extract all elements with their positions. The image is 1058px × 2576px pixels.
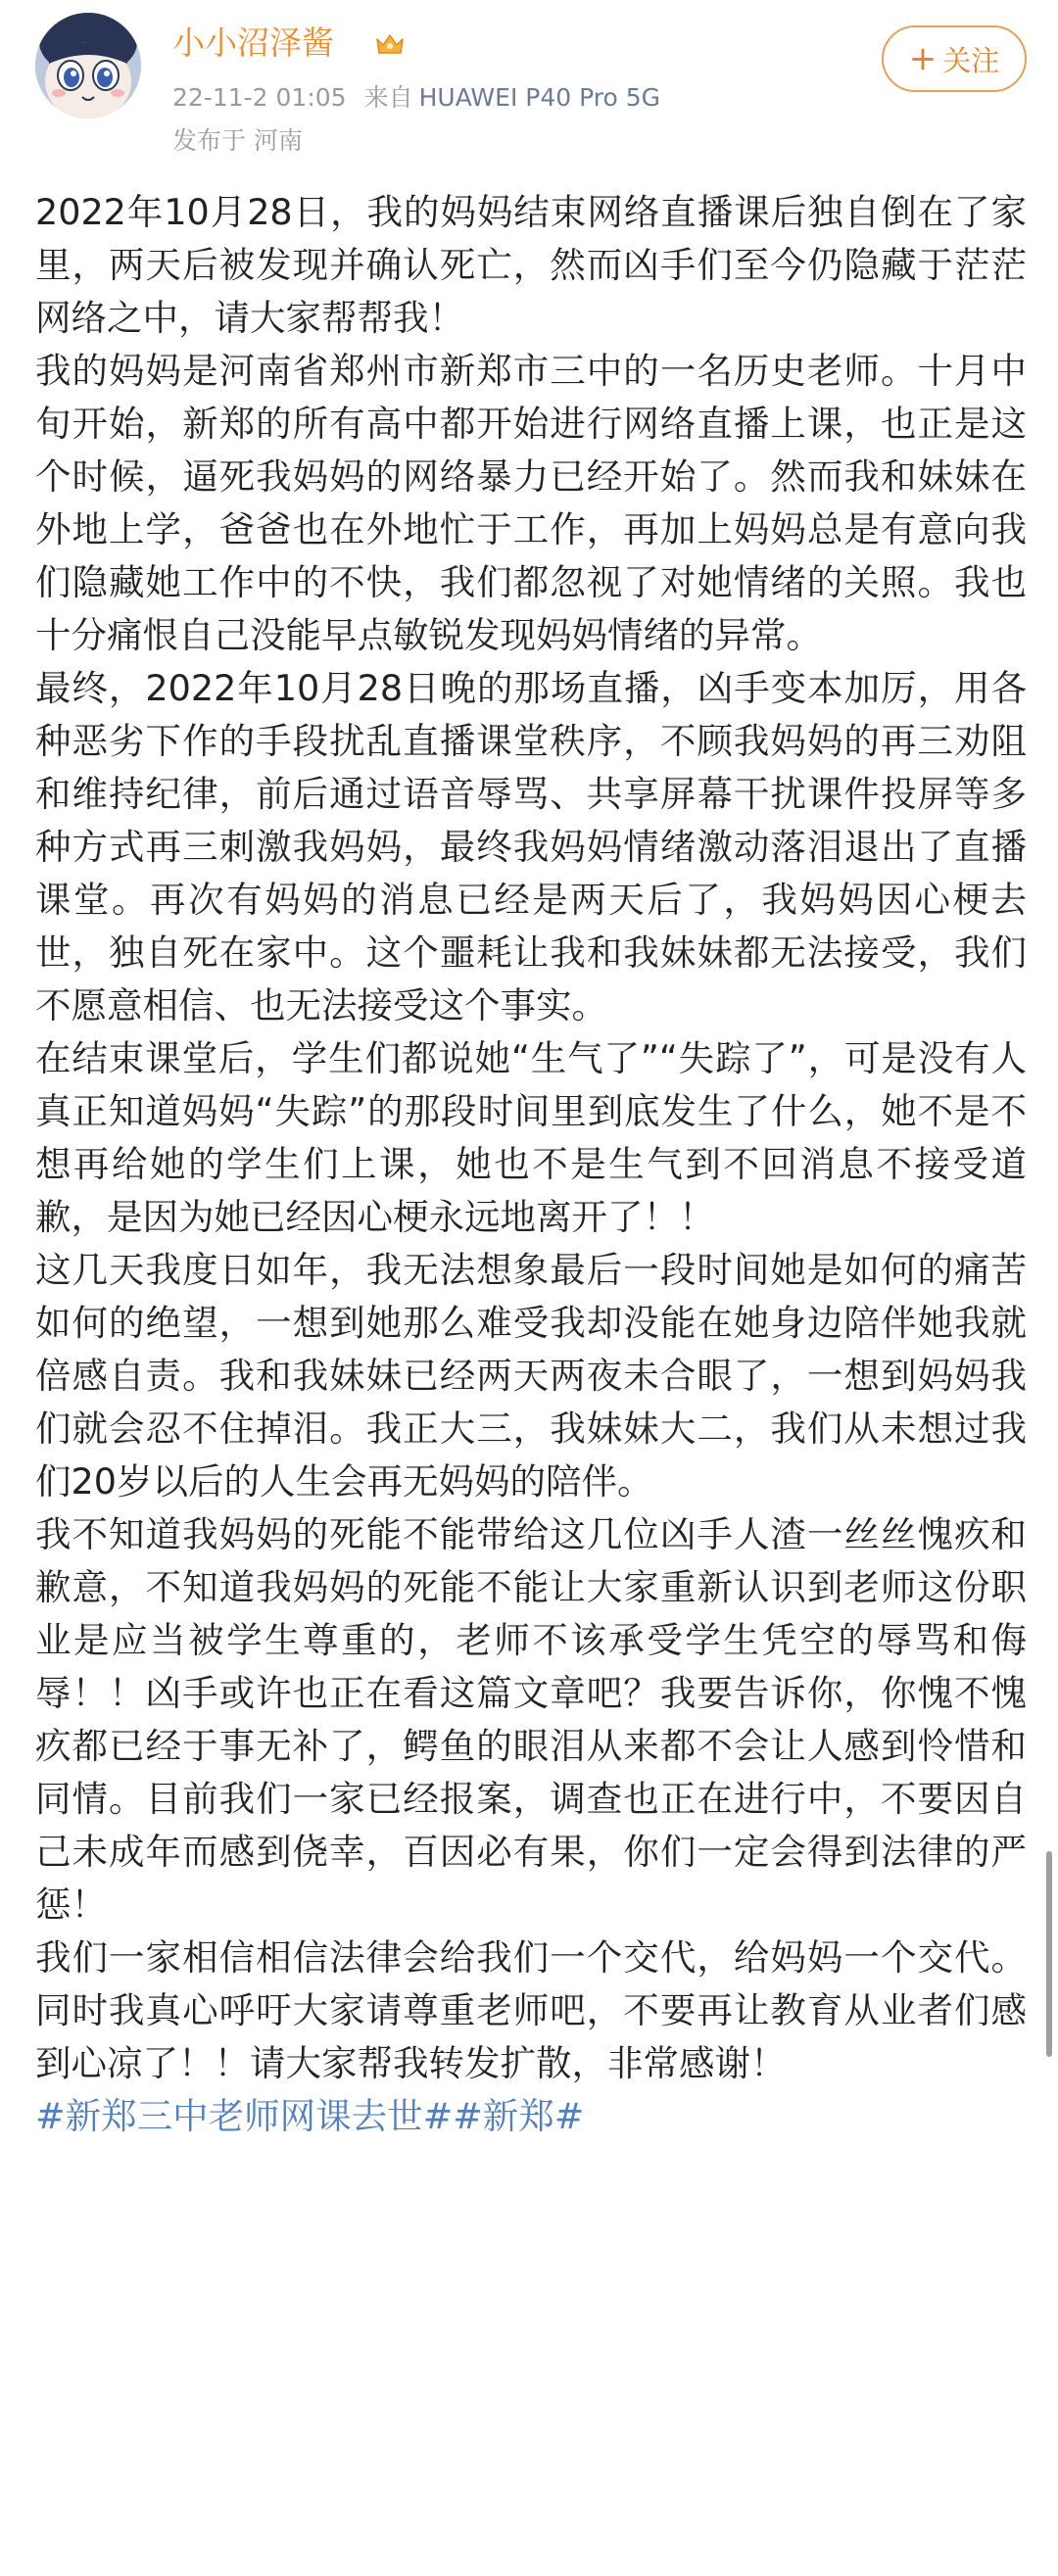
- device-name[interactable]: HUAWEI P40 Pro 5G: [418, 83, 660, 112]
- post-paragraph: 最终，2022年10月28日晚的那场直播，凶手变本加厉，用各种恶劣下作的手段扰乱直播课堂秩序，不顾我妈妈的再三劝阻和维持纪律，前后通过语音辱骂、共享屏幕干扰课件投屏等多种方式再三刺激我妈妈，最终我妈妈情绪激动落泪退出了直播课堂。再次有妈妈的消息已经是两天后了，我妈妈因心梗去世，独自死在家中。这个噩耗让我和我妹妹都无法接受，我们不愿意相信、也无法接受这个事实。: [35, 667, 1027, 1026]
- post-timestamp: 22-11-2 01:05: [172, 83, 347, 112]
- post-meta: [172, 82, 660, 114]
- user-name[interactable]: 小小沼泽酱: [172, 24, 334, 62]
- avatar[interactable]: [35, 13, 141, 119]
- post-header: [0, 0, 1058, 174]
- scrollbar[interactable]: [1046, 1851, 1052, 2057]
- post-paragraph: 我们一家相信相信法律会给我们一个交代，给妈妈一个交代。同时我真心呼吁大家请尊重老师吧，不要再让教育从业者们感到心凉了！！请大家帮我转发扩散，非常感谢！: [35, 1936, 1027, 2084]
- follow-button[interactable]: [882, 25, 1027, 92]
- source-prefix: 来自: [363, 83, 413, 112]
- crown-icon: [374, 31, 406, 57]
- post-paragraph: 我的妈妈是河南省郑州市新郑市三中的一名历史老师。十月中旬开始，新郑的所有高中都开始进行网络直播上课，也正是这个时候，逼死我妈妈的网络暴力已经开始了。然而我和妹妹在外地上学，爸爸也在外地忙于工作，再加上妈妈总是有意向我们隐藏她工作中的不快，我们都忽视了对她情绪的关照。我也十分痛恨自己没能早点敏锐发现妈妈情绪的异常。: [35, 350, 1027, 656]
- post-paragraph: 2022年10月28日，我的妈妈结束网络直播课后独自倒在了家里，两天后被发现并确认死亡，然而凶手们至今仍隐藏于茫茫网络之中，请大家帮帮我！: [35, 191, 1027, 339]
- avatar-image: [35, 13, 141, 119]
- post-paragraph: 在结束课堂后，学生们都说她“生气了”“失踪了”，可是没有人真正知道妈妈“失踪”的那段时间里到底发生了什么，她不是不想再给她的学生们上课，她也不是生气到不回消息不接受道歉，是因为她已经因心梗永远地离开了！！: [35, 1037, 1027, 1238]
- hashtag-link[interactable]: #新郑三中老师网课去世##新郑#: [35, 2095, 585, 2137]
- post-location: 发布于 河南: [172, 126, 303, 155]
- post-paragraph: 这几天我度日如年，我无法想象最后一段时间她是如何的痛苦如何的绝望，一想到她那么难受我却没能在她身边陪伴她我就倍感自责。我和我妹妹已经两天两夜未合眼了，一想到妈妈我们就会忍不住掉泪。我正大三，我妹妹大二，我们从未想过我们20岁以后的人生会再无妈妈的陪伴。: [35, 1249, 1027, 1503]
- plus-icon: +: [908, 39, 938, 78]
- follow-label: 关注: [942, 43, 1000, 77]
- post-paragraph: 我不知道我妈妈的死能不能带给这几位凶手人渣一丝丝愧疚和歉意，不知道我妈妈的死能不能让大家重新认识到老师这份职业是应当被学生尊重的，老师不该承受学生凭空的辱骂和侮辱！！凶手或许也正在看这篇文章吧？我要告诉你，你愧不愧疚都已经于事无补了，鳄鱼的眼泪从来都不会让人感到怜惜和同情。目前我们一家已经报案，调查也正在进行中，不要因自己未成年而感到侥幸，百因必有果，你们一定会得到法律的严惩！: [35, 1513, 1027, 1926]
- post-body: [35, 186, 1027, 2143]
